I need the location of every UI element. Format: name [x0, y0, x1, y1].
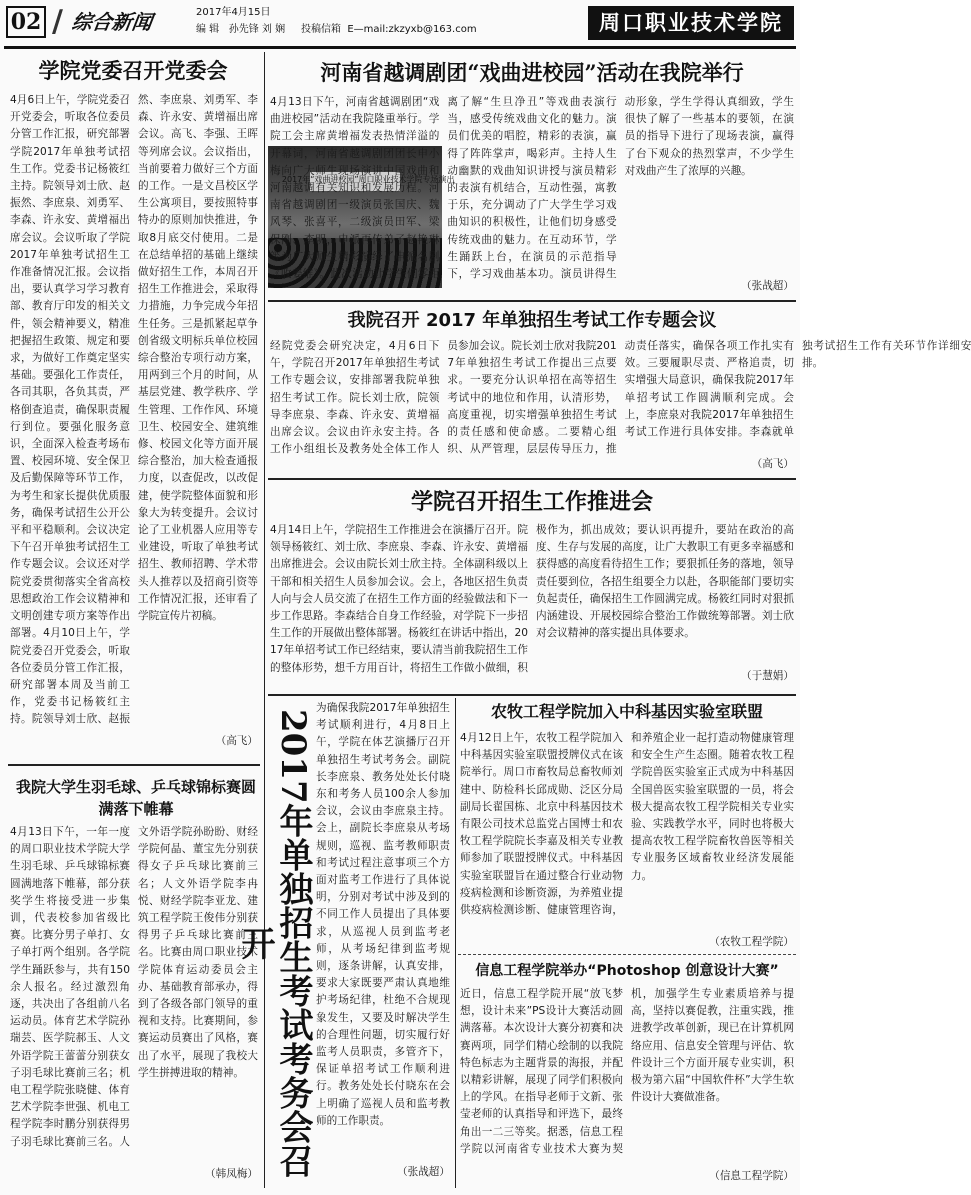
editor-line: [196, 21, 586, 38]
party-byline: （高飞）: [215, 735, 258, 747]
photoshop-body: 近日，信息工程学院开展“放飞梦想，设计未来”PS设计大赛活动圆满落幕。本次设计大赛分初赛和决赛两项，同学们精心绘制的以我院特色标志为主题背景的海报，并配以精彩讲解，展现了同学们积极向上的学风。在指导老师于文新、张莹老师的认真指导和评选下，最终角出一二三等奖。据悉，信息工程学院以河南省专业技术大赛为契机，加强学生专业素质培养与提高，坚持以赛促教，注重实践，推进教学改革创新，现已在计算机网络应用、信息安全管理与评估、软件设计三个方面开展专业实训，积极为第六届“中国软件杯”大学生软件设计大赛做准备。: [460, 988, 794, 1155]
header-slash: /: [52, 4, 63, 39]
header-info: [196, 4, 586, 40]
enroll-body: 4月14日上午，学院招生工作推进会在演播厅召开。院领导杨筱红、刘士欣、李庶泉、李森、许永安、黄增福出席推进会。会议由院长刘士欣主持。全体副科级以上干部和相关招生人员参加会议。会上，各地区招生负责人向与会人员交流了在招生工作方面的经验做法和下一步工作思路。李森结合自身工作经验，对学院下一步招生工作的开展做出整体部署。杨筱红在讲话中指出，2017年单招考试工作已经结束，要认清当前我院招生工作的整体形势，想千方用百计，将招生工作做小做细，积极作为，抓出成效；要认识再提升，要站在政治的高度、生存与发展的高度，让广大教职工有更多幸福感和获得感的高度看待招生工作；要狠抓任务的落地，领导责任要到位，各招生组要全力以赴，各职能部门要切实负起责任，确保招生工作圆满完成。杨筱红同时对狠抓内涵建设、开展校园综合整治工作做统筹部署。刘士欣对会议精神的落实提出具体要求。: [270, 524, 794, 674]
lab-body: 4月12日上午，农牧工程学院加入中科基因实验室联盟授牌仪式在该院举行。周口市畜牧局总畜牧师刘建中、防检科长邱成勋、泛区分局副局长翟国栋、北京中科基因技术有限公司技术总监党占国博士和农牧工程学院院长李嘉及相关专业教师参加了联盟授牌仪式。中科基因实验室联盟旨在通过整合行业动物疫病检测和诊断资源，为养殖业提供疫病检测诊断、健康管理咨询，和养殖企业一起打造动物健康管理和安全生产生态圈。随着农牧工程学院兽医实验室正式成为中科基因全国兽医实验室联盟的一员，将会极大提高农牧工程学院相关专业实验、实践教学水平，同时也将极大提高农牧工程学院畜牧兽医等相关专业服务区域畜牧业经济发展能力。: [460, 732, 794, 917]
enroll-title: 学院召开招生工作推进会: [410, 489, 653, 515]
issue-date: 2017年4月15日: [196, 7, 271, 18]
meeting-body: 经院党委会研究决定，4月6日下午，学院召开2017年单独招生考试工作专题会议，安排部署我院单独招生考试工作。院长刘士欣，院领导李庶泉、李森、许永安、黄增福出席会议。会议由许永安主持。各工作小组组长及教务处全体工作人员参加会议。院长刘士欣对我院2017年单独招生考试工作提出三点要求。一要充分认识单招在高等招生考试中的地位和作用，认清形势，高度重视，切实增强单独招生考试的责任感和使命感。二要精心组织、从严管理，层层传导压力，推动责任落实，确保各项工作扎实有效。三要履职尽责、严格追责，切实增强大局意识，确保我院2017年单招考试工作圆满顺利完成。会上，李庶泉对我院2017年单独招生考试工作进行具体安排。李森就单独考试招生工作有关环节作详细安排。: [270, 340, 971, 456]
rule: [268, 300, 796, 302]
opera-body: 4月13日下午，河南省越调剧团“戏曲进校园”活动在我院隆重举行。学院工会主席黄增福发表热情洋溢的开幕词，河南省越调剧团团长申小梅向广大师生现场演讲中国戏曲和河南越调有关知识和发展历程。河南省越调剧团一级演员张国庆、魏风琴、张喜平，二级演员田军、梁保刚、李明，申派再传弟子赵艳琳等为广大师生精彩演绎了申派名剧《收姜维》。此次活动让学生们零距离了解“生旦净丑”等戏曲表演行当，感受传统戏曲文化的魅力。演员们优美的唱腔，精彩的表演，赢得了阵阵掌声，喝彩声。主持人生动幽默的戏曲知识讲授与演员精彩的表演有机结合，互动性强，寓教于乐，充分调动了广大学生学习戏曲知识的积极性，让他们切身感受传统戏曲的魅力。在互动环节，学生踊跃上台，在演员的示范指导下，学习戏曲基本功。演员讲得生动形象，学生学得认真细致，学生很快了解了一些基本的要领，在演员的指导下进行了现场表演，赢得了台下观众的热烈掌声，不少学生对戏曲产生了浓厚的兴趣。: [270, 96, 794, 281]
masthead-brand: 周口职业技术学院: [588, 6, 794, 40]
editor-names: 孙先锋 刘 娴: [228, 24, 286, 35]
rule: [458, 954, 796, 955]
badminton-title: 我院大学生羽毛球、乒乓球锦标赛圆满落下帷幕: [15, 778, 256, 818]
meeting-byline: （高飞）: [751, 458, 794, 470]
party-body: 4月6日上午，学院党委召开党委会，听取各位委员分管工作汇报，研究部署学院2017年单独考试招生工作。党委书记杨筱红主持。院领导刘士欣、赵振然、李庶泉、刘勇军、李森、许永安、黄增福出席会议。会议听取了学院2017年单独考试招生工作准备情况汇报。会议指出，要认真学习学习教育部、教育厅印发的相关文件，领会精神要义，精准把握招生政策、规定和要求，为做好工作奠定坚实基础。要强化工作责任，各司其职，各负其责，严格倒查追责，确保职责履行到位。要强化服务意识，全面深入检查考场布置、校园环境、安全保卫及后勤保障等环节工作，为考生和家长提供优质服务，确保考试招生公开公平和平稳顺利。会议决定下午召开单独考试招生工作专题会议。会议还对学院党委贯彻落实全省高校思想政治工作会议精神和文明创建专项方案等作出部署。4月10日上午，学院党委召开党委会，听取各位委员分管工作汇报，研究部署本周及当前工作，党委书记杨筱红主持。院领导刘士欣、赵振然、李庶泉、刘勇军、李森、许永安、黄增福出席会议。高飞、李强、王晖等列席会议。会议指出，当前要着力做好三个方面的工作。一是文昌校区学生公寓项目，要按照特事特办的原则加快推进，争取8月底交付使用。二是在总结单招的基础上继续做好招生工作，本周召开招生工作推进会，采取得力措施，力争完成今年招生任务。三是抓紧起草争创省级文明标兵单位校园综合整治专项行动方案，用两到三个月的时间，从基层党建、教学秩序、学生管理、工作作风、环境卫生、校园安全、建筑维修、校园文化等方面开展综合整治，加大检查通报力度，以查促改，以改促建，使学院整体面貌和形象大为转变提升。会议讨论了工业机器人应用等专业建设，听取了单独考试招生、教师招聘、学术带头人推荐以及招商引资等工作情况汇报，还审看了学院宣传片初稿。: [10, 94, 258, 726]
enroll-byline: （于慧娟）: [741, 670, 794, 682]
party-title: 学院党委召开党委会: [38, 58, 228, 83]
stage-banner-text: 2017年“戏曲进校园”周口职业技术学院专场演出: [281, 175, 455, 185]
opera-byline: （张战超）: [741, 280, 794, 292]
email-label: 投稿信箱: [301, 24, 341, 35]
photoshop-title: 信息工程学院举办“Photoshop 创意设计大赛”: [475, 963, 779, 979]
exam-body: 为确保我院2017年单独招生考试顺利进行，4月8日上午，学院在体艺演播厅召开单独招生考试考务会。副院长李庶泉、教务处处长付晓东和考务人员100余人参加会议，会议由李庶泉主持。会上，副院长李庶泉从考场规则，巡视、监考教师职责和考试过程注意事项三个方面对监考工作进行了具体说明，分别对考试中涉及到的不同工作人员提出了具体要求，从巡视人员到监考老师，从考场纪律到监考规则，逐条讲解，认真安排，要求大家既要严肃认真地维护考场纪律，杜绝不合规现象发生，又要及时解决学生的合理性问题，切实履行好监考人员职责，多管齐下，保证单招考试工作顺利进行。教务处处长付晓东在会上明确了巡视人员和监考教师的工作职责。: [316, 702, 450, 1127]
photoshop-byline: （信息工程学院）: [709, 1170, 794, 1182]
column-divider: [264, 52, 265, 1188]
opera-title: 河南省越调剧团“戏曲进校园”活动在我院举行: [320, 60, 744, 85]
lab-title: 农牧工程学院加入中科基因实验室联盟: [490, 702, 763, 721]
badminton-byline: （韩凤梅）: [205, 1168, 258, 1180]
column-divider: [455, 698, 456, 1188]
exam-byline: （张战超）: [397, 1166, 450, 1178]
rule: [268, 478, 796, 480]
lab-byline: （农牧工程学院）: [709, 936, 794, 948]
section-title: 综合新闻: [70, 10, 154, 34]
header-rule: [4, 46, 796, 49]
exam-vertical-title: 2017年单独招生考试考务会召开: [235, 708, 313, 1178]
rule: [268, 694, 796, 696]
editor-label: 编 辑: [196, 24, 220, 35]
email-address: E—mail:zkzyxb@163.com: [347, 24, 477, 35]
badminton-body: 4月13日下午，一年一度的周口职业技术学院大学生羽毛球、乒乓球锦标赛圆满地落下帷幕，部分获奖学生将接受进一步集训，代表校参加省级比赛。比赛分男子单打、女子单打两个组别。各学院学生踊跃参与，共有150余人报名。经过激烈角逐，共决出了各组前八名运动员。体育艺术学院孙瑞芸、医学院郝玉、人文外语学院王蕾蕾分别获女子羽毛球比赛前三名；机电工程学院张晓健、体育艺术学院李世强、机电工程学院李时鹏分别获得男子羽毛球比赛前三名。人文外语学院孙盼盼、财经学院何晶、董宝先分别获得女子乒乓球比赛前三名；人文外语学院李冉悦、财经学院李亚龙、建筑工程学院王俊伟分别获得男子乒乓球比赛前三名。比赛由周口职业技术学院体育运动委员会主办、基础教育部承办，得到了各级各部门领导的重视和支持。比赛期间，参赛运动员赛出了风格，赛出了水平，展现了我校大学生拼搏进取的精神。: [10, 826, 258, 1148]
rule: [8, 764, 260, 766]
page-number: 02: [6, 6, 46, 38]
meeting-title: 我院召开 2017 年单独招生考试工作专题会议: [347, 310, 717, 331]
